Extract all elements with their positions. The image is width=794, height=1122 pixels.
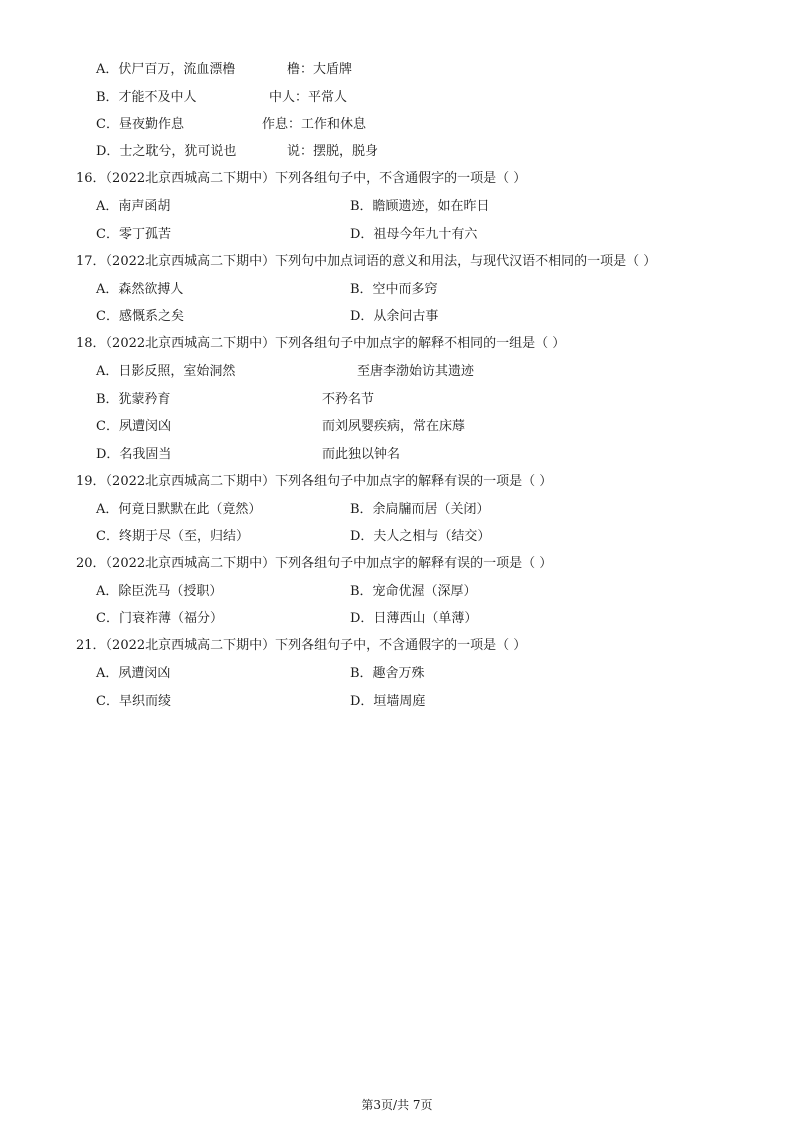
q18-option-b: B．犹蒙矜育 xyxy=(96,392,171,407)
q16-stem: 16．（2022北京西城高二下期中）下列各组句子中，不含通假字的一项是（ ） xyxy=(76,171,527,186)
q15-option-c-gloss: 作息：工作和休息 xyxy=(262,117,367,132)
q16-option-c: C．零丁孤苦 xyxy=(96,227,171,242)
q18-option-a: A．日影反照，室始洞然 xyxy=(96,364,236,379)
q17-option-b: B．空中而多窍 xyxy=(350,282,438,297)
q21-option-a: A．夙遭闵凶 xyxy=(96,666,171,681)
q20-option-c: C．门衰祚薄（福分） xyxy=(96,611,223,626)
q20-option-b: B．宠命优渥（深厚） xyxy=(350,584,477,599)
q16-option-a: A．南声函胡 xyxy=(96,199,171,214)
q21-option-c: C．早织而绫 xyxy=(96,694,171,709)
q17-stem: 17．（2022北京西城高二下期中）下列句中加点词语的意义和用法，与现代汉语不相同的一项是（ ） xyxy=(76,254,657,269)
q19-option-c: C．终期于尽（至，归结） xyxy=(96,529,249,544)
q19-stem: 19．（2022北京西城高二下期中）下列各组句子中加点字的解释有误的一项是（ ） xyxy=(76,474,553,489)
q17-option-a: A．森然欲搏人 xyxy=(96,282,184,297)
q18-option-d: D．名我固当 xyxy=(96,447,172,462)
q20-option-a: A．除臣洗马（授职） xyxy=(96,584,223,599)
q15-option-d-gloss: 说：摆脱，脱身 xyxy=(287,144,379,159)
q18-stem: 18．（2022北京西城高二下期中）下列各组句子中加点字的解释不相同的一组是（ ） xyxy=(76,336,566,351)
q17-option-d: D．从余问古事 xyxy=(350,309,439,324)
q15-option-a-gloss: 橹：大盾牌 xyxy=(287,62,353,77)
q21-option-b: B．趣舍万殊 xyxy=(350,666,425,681)
q21-stem: 21．（2022北京西城高二下期中）下列各组句子中，不含通假字的一项是（ ） xyxy=(76,638,527,653)
q15-option-c: C．昼夜勤作息 xyxy=(96,117,184,132)
q20-option-d: D．日薄西山（单薄） xyxy=(350,611,478,626)
q19-option-d: D．夫人之相与（结交） xyxy=(350,529,491,544)
q20-stem: 20．（2022北京西城高二下期中）下列各组句子中加点字的解释有误的一项是（ ） xyxy=(76,556,553,571)
q15-option-a: A．伏尸百万，流血漂橹 xyxy=(96,62,236,77)
q18-option-c-right: 而刘夙婴疾病，常在床蓐 xyxy=(322,419,466,434)
q16-option-b: B．瞻顾遗迹，如在昨日 xyxy=(350,199,490,214)
q18-option-d-right: 而此独以钟名 xyxy=(322,447,401,462)
q18-option-a-right: 至唐李渤始访其遗迹 xyxy=(357,364,475,379)
q19-option-a: A．何竟日默默在此（竟然） xyxy=(96,502,262,517)
q21-option-d: D．垣墙周庭 xyxy=(350,694,426,709)
q15-option-b: B．才能不及中人 xyxy=(96,90,197,105)
q15-option-d: D．士之耽兮，犹可说也 xyxy=(96,144,237,159)
q18-option-c: C．夙遭闵凶 xyxy=(96,419,171,434)
q18-option-b-right: 不矜名节 xyxy=(322,392,375,407)
q19-option-b: B．余扃牖而居（关闭） xyxy=(350,502,490,517)
q17-option-c: C．感慨系之矣 xyxy=(96,309,184,324)
q15-option-b-gloss: 中人：平常人 xyxy=(269,90,348,105)
page-number: 第3页/共 7页 xyxy=(361,1098,433,1112)
q16-option-d: D．祖母今年九十有六 xyxy=(350,227,478,242)
